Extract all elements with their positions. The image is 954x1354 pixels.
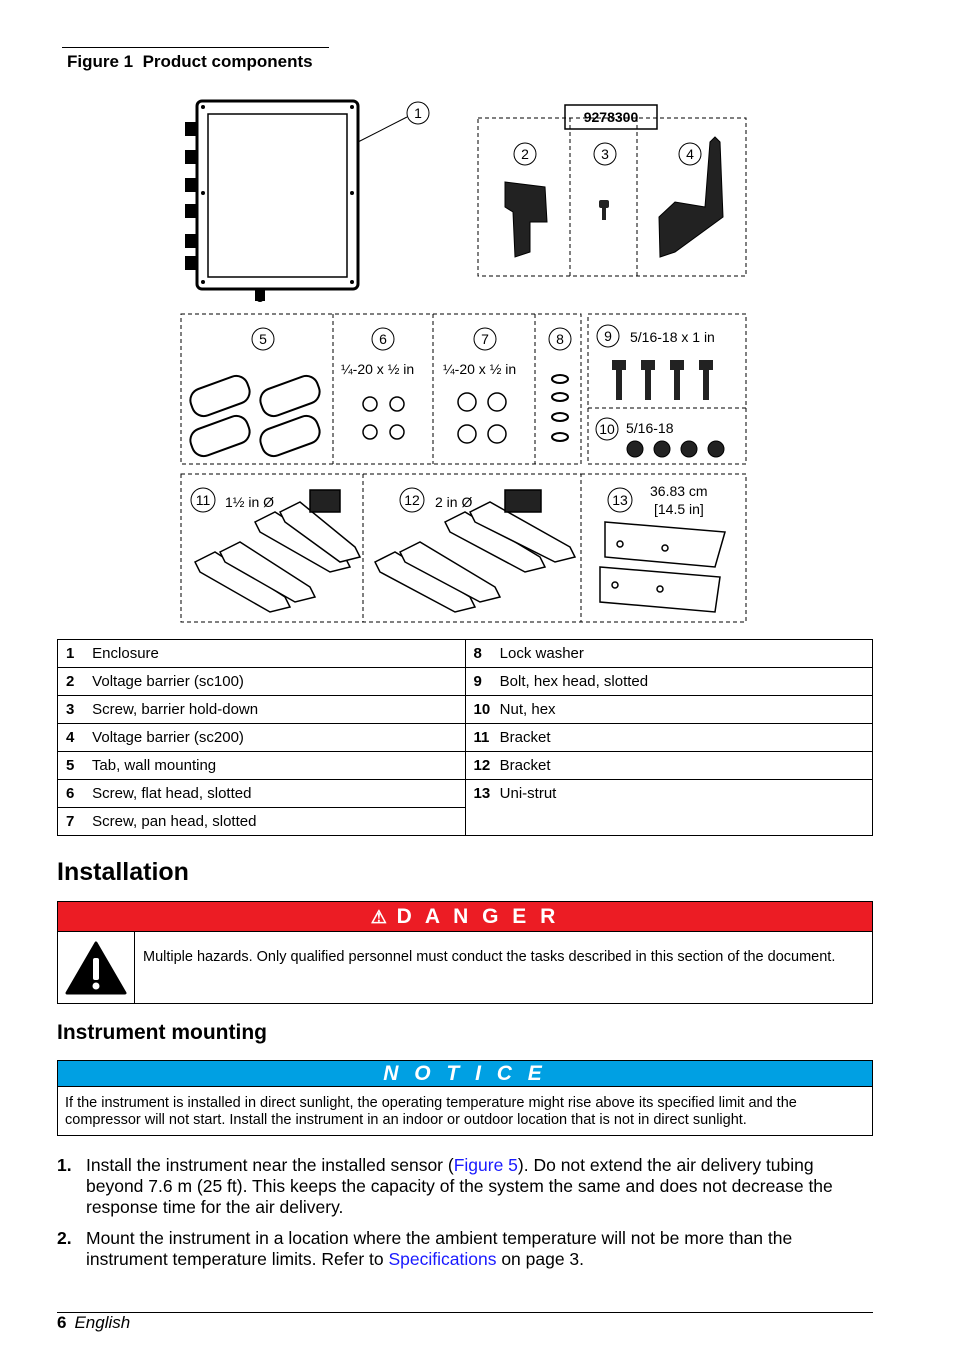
- flat-head-screws-drawing: [363, 397, 404, 439]
- table-cell: 9 Bolt, hex head, slotted: [465, 668, 873, 696]
- hex-nuts-drawing: [627, 441, 724, 457]
- table-cell: 3 Screw, barrier hold-down: [58, 696, 466, 724]
- callout-6: 6: [379, 331, 387, 347]
- list-item: 2. Mount the instrument in a location where the ambient temperature will not be more than the instrument temperature limits. Refer to Specifications on page 3.: [57, 1228, 793, 1269]
- specifications-link[interactable]: Specifications: [388, 1249, 497, 1269]
- table-cell: 13 Uni-strut: [465, 780, 873, 836]
- pan-head-screws-drawing: [458, 393, 506, 443]
- barrier-screw-drawing: [599, 200, 609, 220]
- hex-bolts-drawing: [612, 360, 713, 400]
- hazard-triangle-icon: [58, 932, 135, 1003]
- parts-table: [57, 639, 873, 836]
- table-cell: 2 Voltage barrier (sc100): [58, 668, 466, 696]
- uni-strut-drawing: [600, 522, 725, 612]
- table-row: [58, 752, 873, 780]
- kit-number: 9278300: [583, 109, 639, 125]
- wall-tabs-drawing: [187, 373, 323, 460]
- dim-11: 1½ in Ø: [225, 494, 275, 510]
- enclosure-drawing: [185, 101, 407, 302]
- voltage-barrier-sc100-drawing: [505, 182, 547, 257]
- installation-heading: Installation: [57, 858, 189, 886]
- table-cell: 11 Bracket: [465, 724, 873, 752]
- table-cell: 7 Screw, pan head, slotted: [58, 808, 466, 836]
- page-number: 6: [57, 1313, 67, 1332]
- table-cell: 1 Enclosure: [58, 640, 466, 668]
- product-components-figure: [175, 92, 755, 627]
- notice-box: [57, 1060, 873, 1136]
- dim-9: 5/16-18 x 1 in: [630, 329, 715, 345]
- table-row: [58, 696, 873, 724]
- figure-caption-title: Product components: [142, 52, 313, 71]
- notice-text: If the instrument is installed in direct sunlight, the operating temperature might rise above its specified limit and the compressor will not start. Install the instrument in an indoor or outdoor location that is not in direct sunlight.: [65, 1095, 797, 1128]
- table-cell: 5 Tab, wall mounting: [58, 752, 466, 780]
- callout-12: 12: [404, 492, 420, 508]
- figure-5-link[interactable]: Figure 5: [453, 1155, 518, 1175]
- list-item: 1. Install the instrument near the installed sensor (Figure 5). Do not extend the air delivery tubing beyond 7.6 m (25 ft). This keeps the capacity of the system the same and does not decrease the response time for the air delivery.: [57, 1155, 833, 1217]
- callout-11: 11: [195, 492, 211, 508]
- callout-2: 2: [521, 146, 529, 162]
- callout-10: 10: [599, 421, 615, 437]
- lock-washers-drawing: [552, 375, 568, 441]
- table-cell: 4 Voltage barrier (sc200): [58, 724, 466, 752]
- callout-13: 13: [612, 492, 628, 508]
- table-cell: 6 Screw, flat head, slotted: [58, 780, 466, 808]
- callout-7: 7: [481, 331, 489, 347]
- callout-3: 3: [601, 146, 609, 162]
- dim-12: 2 in Ø: [435, 494, 473, 510]
- danger-text: Multiple hazards. Only qualified personnel must conduct the tasks described in this section of the document.: [143, 949, 836, 965]
- callout-5: 5: [259, 331, 267, 347]
- footer-language: English: [74, 1313, 131, 1332]
- callout-4: 4: [686, 146, 694, 162]
- table-cell: 10 Nut, hex: [465, 696, 873, 724]
- footer-rule: [57, 1312, 873, 1313]
- figure-caption-label: Figure 1: [67, 52, 134, 71]
- danger-header: [58, 902, 872, 932]
- table-row: [58, 640, 873, 668]
- dim-10: 5/16-18: [626, 420, 674, 436]
- caption-rule: [62, 47, 329, 48]
- dim-6: ¼-20 x ½ in: [341, 361, 415, 377]
- callout-1: 1: [414, 105, 422, 121]
- table-cell: 8 Lock washer: [465, 640, 873, 668]
- notice-label: N O T I C E: [58, 1061, 872, 1087]
- mounting-steps: [57, 1155, 872, 1280]
- table-row: [58, 668, 873, 696]
- warning-icon: ⚠: [370, 907, 387, 927]
- danger-box: [57, 901, 873, 1004]
- table-row: [58, 724, 873, 752]
- callout-8: 8: [556, 331, 564, 347]
- table-row: [58, 780, 873, 808]
- page-footer: [57, 1313, 130, 1333]
- dim-7: ¼-20 x ½ in: [443, 361, 517, 377]
- danger-label: D A N G E R: [396, 905, 560, 928]
- figure-caption: [67, 52, 313, 72]
- bracket-11-drawing: [195, 490, 360, 612]
- components-illustration: [175, 92, 755, 627]
- instrument-mounting-heading: Instrument mounting: [57, 1021, 267, 1044]
- table-cell: 12 Bracket: [465, 752, 873, 780]
- callout-9: 9: [604, 328, 612, 344]
- dim-13-imperial: [14.5 in]: [654, 501, 704, 517]
- dim-13-metric: 36.83 cm: [650, 483, 708, 499]
